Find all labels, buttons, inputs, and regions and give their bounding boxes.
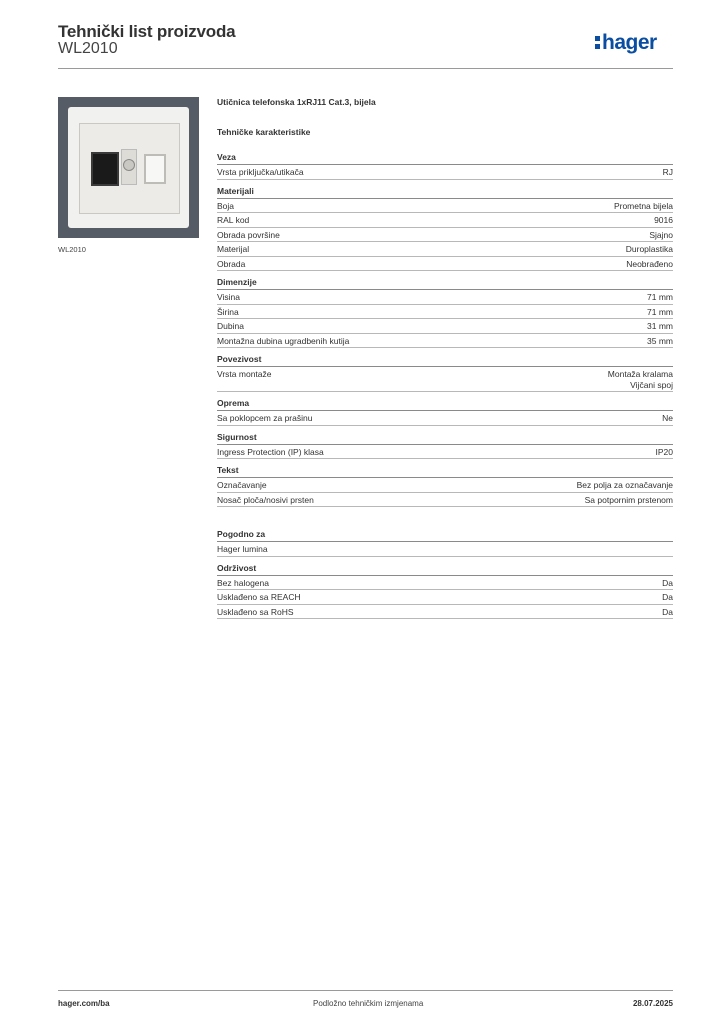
spec-section bbox=[217, 398, 673, 426]
spec-value-line: Prometna bijela bbox=[613, 200, 673, 211]
spec-label: RAL kod bbox=[217, 215, 250, 225]
spec-value-line: Da bbox=[662, 577, 673, 588]
spec-section bbox=[217, 563, 673, 620]
spec-section bbox=[217, 465, 673, 507]
specs-heading: Tehničke karakteristike bbox=[217, 127, 311, 137]
spec-label: Nosač ploča/nosivi prsten bbox=[217, 494, 314, 505]
spec-row bbox=[217, 542, 673, 557]
spec-label: Bez halogena bbox=[217, 577, 269, 588]
spec-label: Vrsta montaže bbox=[217, 369, 272, 379]
spec-value bbox=[647, 321, 673, 332]
spec-value-line: Vijčani spoj bbox=[630, 379, 673, 390]
screw-icon bbox=[123, 159, 135, 171]
spec-row bbox=[217, 213, 673, 228]
spec-label: Ingress Protection (IP) klasa bbox=[217, 446, 324, 457]
spec-row bbox=[217, 228, 673, 243]
section-title: Veza bbox=[217, 152, 673, 165]
spec-label: Vrsta priključka/utikača bbox=[217, 167, 304, 177]
spec-label: Označavanje bbox=[217, 480, 267, 490]
spec-label: Usklađeno sa REACH bbox=[217, 592, 301, 602]
section-title: Sigurnost bbox=[217, 432, 673, 445]
footer-note: Podložno tehničkim izmjenama bbox=[313, 999, 424, 1008]
spec-row bbox=[217, 319, 673, 334]
section-title: Dimenzije bbox=[217, 277, 673, 290]
spec-row bbox=[217, 257, 673, 272]
header-divider bbox=[58, 68, 673, 69]
spec-label: Montažna dubina ugradbenih kutija bbox=[217, 335, 350, 346]
footer-date: 28.07.2025 bbox=[632, 999, 673, 1008]
spec-value-line: Da bbox=[662, 606, 673, 617]
footer-divider bbox=[58, 990, 673, 991]
hager-logo bbox=[593, 27, 675, 57]
section-title: Održivost bbox=[217, 563, 673, 576]
spec-label: Dubina bbox=[217, 321, 244, 331]
spec-section bbox=[217, 432, 673, 460]
spec-value-line: Sa potpornim prstenom bbox=[584, 494, 673, 505]
spec-row bbox=[217, 199, 673, 214]
spec-section bbox=[217, 277, 673, 348]
product-code: WL2010 bbox=[58, 40, 118, 57]
product-image bbox=[58, 97, 199, 238]
spec-row bbox=[217, 590, 673, 605]
spec-value-line: Ne bbox=[662, 413, 673, 423]
spec-value-line: Neobrađeno bbox=[626, 258, 673, 269]
spec-value-line: 35 mm bbox=[647, 335, 673, 346]
spec-value-line: IP20 bbox=[655, 446, 673, 457]
spec-row bbox=[217, 165, 673, 180]
spec-value bbox=[647, 292, 673, 303]
spec-row bbox=[217, 605, 673, 620]
spec-value-line: Sjajno bbox=[649, 229, 673, 240]
section-title: Pogodno za bbox=[217, 529, 673, 542]
logo-dot-bottom bbox=[595, 44, 600, 49]
spec-label: Obrada površine bbox=[217, 229, 280, 240]
spec-value bbox=[662, 413, 673, 424]
spec-section bbox=[217, 152, 673, 180]
spec-value bbox=[647, 336, 673, 347]
spec-value-line: 71 mm bbox=[647, 306, 673, 317]
spec-value-line: Da bbox=[662, 592, 673, 602]
spec-sections bbox=[217, 152, 673, 619]
spec-section bbox=[217, 186, 673, 272]
spec-row bbox=[217, 493, 673, 508]
spec-row bbox=[217, 576, 673, 591]
spec-value bbox=[663, 167, 673, 178]
section-title: Oprema bbox=[217, 398, 673, 411]
spec-value bbox=[662, 592, 673, 603]
spec-value bbox=[608, 369, 673, 390]
rj11-port bbox=[91, 152, 119, 186]
spec-content bbox=[217, 96, 673, 619]
section-title: Povezivost bbox=[217, 354, 673, 367]
spec-value bbox=[577, 480, 673, 491]
logo-dot-top bbox=[595, 36, 600, 41]
spec-row bbox=[217, 242, 673, 257]
spec-row bbox=[217, 411, 673, 426]
spec-value bbox=[662, 607, 673, 618]
spec-label: Obrada bbox=[217, 258, 246, 269]
spec-value bbox=[656, 447, 674, 458]
spec-value-line: Bez polja za označavanje bbox=[576, 480, 673, 490]
product-name: Utičnica telefonska 1xRJ11 Cat.3, bijela bbox=[217, 97, 376, 107]
spec-row bbox=[217, 445, 673, 460]
spec-label: Visina bbox=[217, 292, 240, 302]
spec-label: Hager lumina bbox=[217, 544, 268, 554]
section-title: Materijali bbox=[217, 186, 673, 199]
spec-row bbox=[217, 290, 673, 305]
spec-value bbox=[649, 230, 673, 241]
spec-section bbox=[217, 529, 673, 557]
spec-value-line: 9016 bbox=[654, 215, 673, 225]
blank-port bbox=[144, 154, 166, 184]
spec-value-line: Duroplastika bbox=[625, 244, 673, 254]
spec-value-line: RJ bbox=[662, 167, 673, 177]
spec-label: Materijal bbox=[217, 244, 250, 254]
spec-row bbox=[217, 478, 673, 493]
page-title: Tehnički list proizvoda bbox=[58, 22, 236, 41]
spec-value bbox=[626, 244, 673, 255]
spec-value bbox=[662, 578, 673, 589]
spec-value bbox=[614, 201, 673, 212]
spec-label: Usklađeno sa RoHS bbox=[217, 606, 294, 617]
spec-value-line: 71 mm bbox=[647, 292, 673, 302]
spec-row bbox=[217, 367, 673, 392]
spec-value bbox=[626, 259, 673, 270]
spec-value bbox=[585, 495, 673, 506]
spec-label: Sa poklopcem za prašinu bbox=[217, 413, 313, 423]
spec-value-line: 31 mm bbox=[647, 321, 673, 331]
spec-row bbox=[217, 305, 673, 320]
spec-value bbox=[654, 215, 673, 226]
logo-text: hager bbox=[602, 31, 657, 54]
spec-value-line: Montaža kralama bbox=[607, 369, 673, 379]
spec-value bbox=[647, 307, 673, 318]
spec-section bbox=[217, 354, 673, 392]
spec-label: Širina bbox=[217, 306, 239, 317]
image-caption: WL2010 bbox=[58, 245, 86, 254]
footer-website[interactable]: hager.com/ba bbox=[58, 999, 110, 1008]
section-title: Tekst bbox=[217, 465, 673, 478]
spec-label: Boja bbox=[217, 200, 235, 211]
spec-row bbox=[217, 334, 673, 349]
